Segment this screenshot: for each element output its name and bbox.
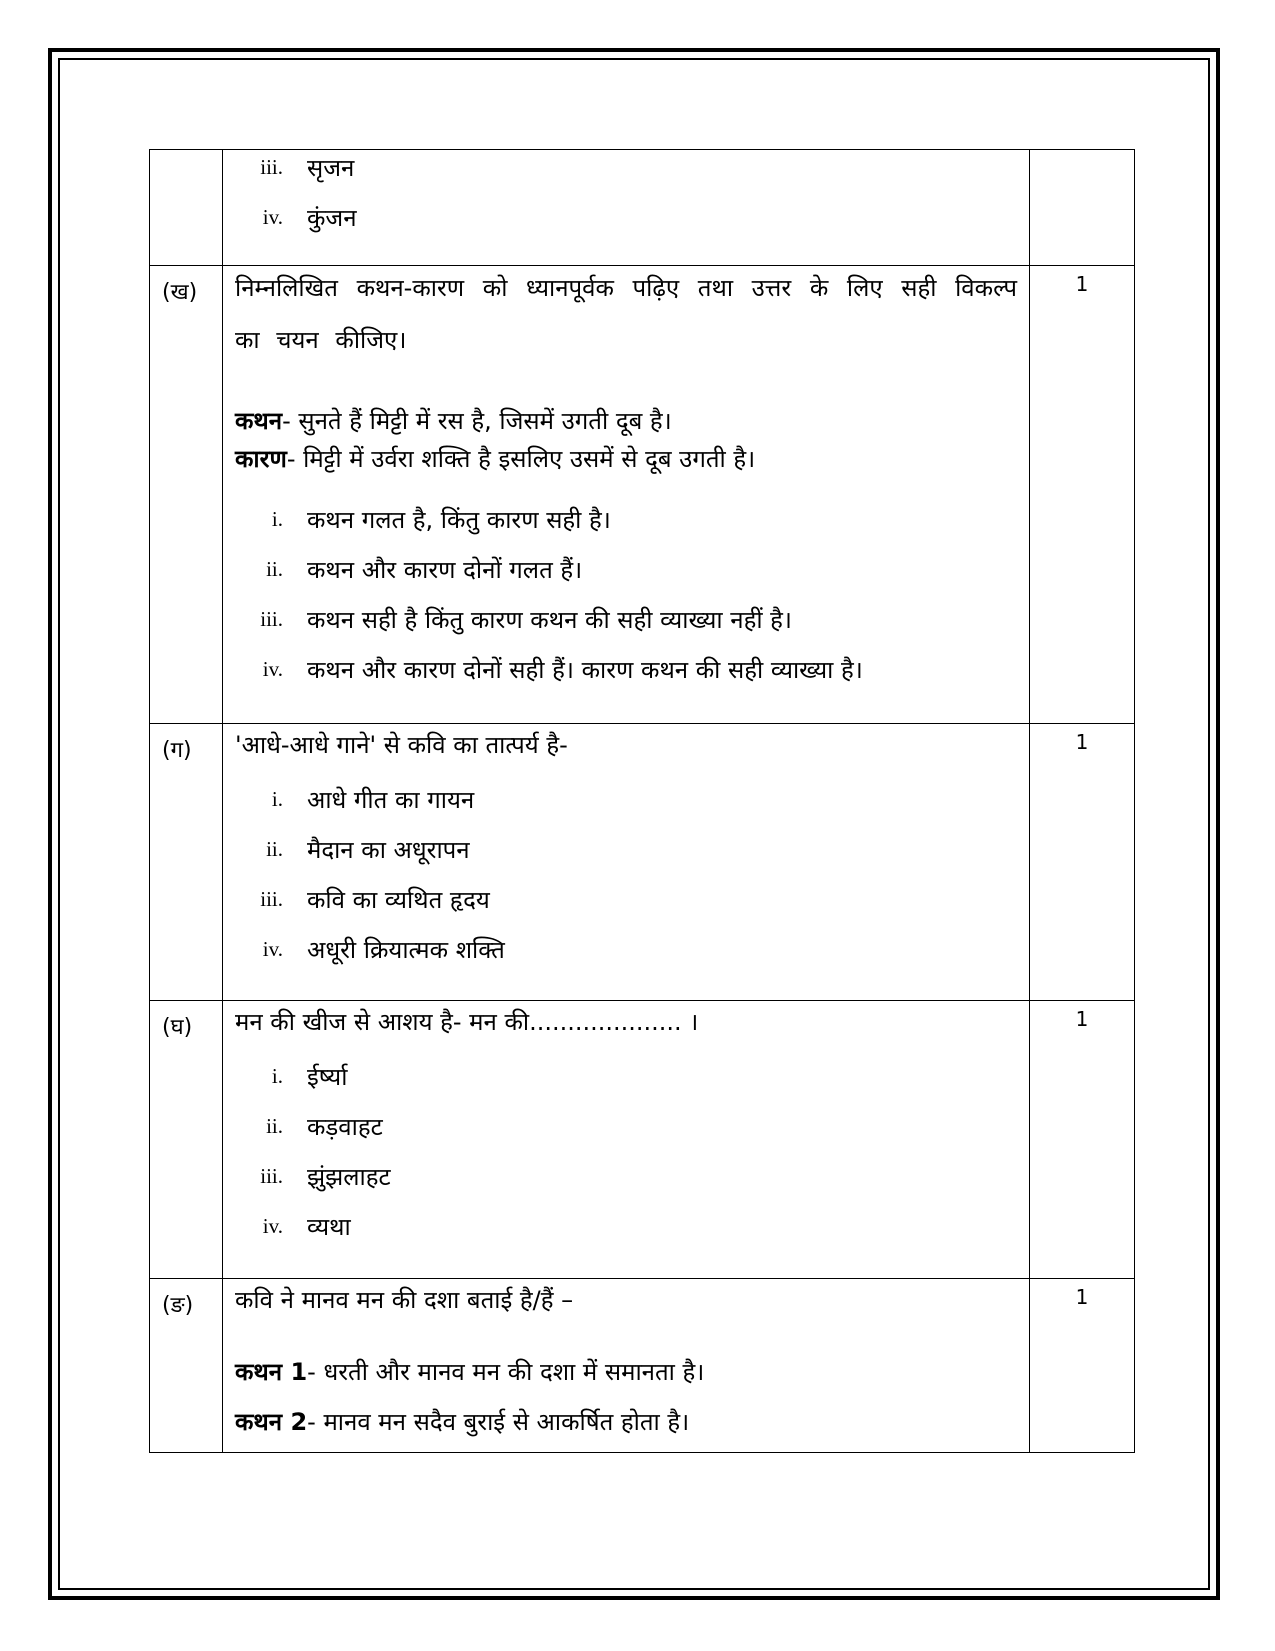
option-label: iv. (262, 936, 283, 961)
option-text: आधे गीत का गायन (307, 785, 475, 814)
option-label: i. (271, 506, 283, 531)
question-text: कवि ने मानव मन की दशा बताई है/हैं – (235, 1286, 574, 1314)
marks-cell: 1 (1030, 1001, 1135, 1279)
option-text: कवि का व्यथित हृदय (307, 885, 490, 914)
table-row (150, 266, 1135, 724)
statement-label: कथन 2 (235, 1408, 308, 1436)
option-label: iv. (262, 656, 283, 681)
question-table (149, 149, 1135, 1453)
option-item (235, 544, 1017, 594)
question-number: (ग) (150, 724, 223, 1001)
table-row (150, 724, 1135, 1001)
option-item (235, 494, 1017, 544)
option-item (235, 594, 1017, 644)
question-body (223, 1001, 1030, 1279)
option-label: ii. (266, 1113, 283, 1138)
table-row (150, 150, 1135, 266)
option-item (235, 774, 1017, 824)
question-text: 'आधे-आधे गाने' से कवि का तात्पर्य है- (235, 731, 568, 759)
question-body (223, 150, 1030, 266)
option-text: मैदान का अधूरापन (307, 835, 470, 864)
marks-cell: 1 (1030, 724, 1135, 1001)
option-label: iii. (260, 886, 283, 911)
option-text: कथन सही है किंतु कारण कथन की सही व्याख्या नहीं है। (307, 605, 793, 634)
option-label: ii. (266, 556, 283, 581)
option-item (235, 192, 1017, 242)
question-text: मन की खीज से आशय है- मन की.................... । (235, 1008, 699, 1036)
option-item (235, 1201, 1017, 1251)
question-number (150, 150, 223, 266)
question-body (223, 266, 1030, 724)
option-text: कथन और कारण दोनों सही हैं। कारण कथन की सही व्याख्या है। (307, 655, 863, 684)
option-text: व्यथा (307, 1212, 351, 1241)
option-text: झुंझलाहट (307, 1162, 391, 1191)
option-label: i. (271, 1063, 283, 1088)
marks-cell: 1 (1030, 1279, 1135, 1453)
option-item (235, 824, 1017, 874)
option-text: कथन और कारण दोनों गलत हैं। (307, 555, 583, 584)
question-text: निम्नलिखित कथन-कारण को ध्यानपूर्वक पढ़िए तथा उत्तर के लिए सही विकल्प का चयन कीजिए। (235, 274, 1017, 354)
option-item (235, 142, 1017, 192)
option-label: iv. (262, 204, 283, 229)
question-body (223, 1279, 1030, 1453)
option-item (235, 644, 1017, 694)
option-item (235, 924, 1017, 974)
option-text: अधूरी क्रियात्मक शक्ति (307, 935, 505, 964)
option-text: कथन गलत है, किंतु कारण सही है। (307, 505, 611, 534)
option-item (235, 874, 1017, 924)
statement-text: - सुनते हैं मिट्टी में रस है, जिसमें उगती दूब है। (282, 407, 672, 435)
option-text: ईर्ष्या (307, 1062, 348, 1091)
statement-label: कथन 1 (235, 1358, 308, 1386)
question-number: (घ) (150, 1001, 223, 1279)
question-number: (ङ) (150, 1279, 223, 1453)
table-row (150, 1279, 1135, 1453)
option-item (235, 1151, 1017, 1201)
marks-cell (1030, 150, 1135, 266)
table-row (150, 1001, 1135, 1279)
option-label: i. (271, 786, 283, 811)
statement-text: - मानव मन सदैव बुराई से आकर्षित होता है। (307, 1408, 690, 1436)
option-item (235, 1101, 1017, 1151)
statement-line (235, 402, 1017, 440)
statement-line (235, 1397, 1017, 1447)
statement-text: - मिट्टी में उर्वरा शक्ति है इसलिए उसमें से दूब उगती है। (286, 445, 756, 473)
option-text: कड़वाहट (307, 1112, 383, 1141)
option-label: iii. (260, 606, 283, 631)
statement-line (235, 440, 1017, 478)
option-label: iii. (260, 1163, 283, 1188)
option-item (235, 1051, 1017, 1101)
question-number: (ख) (150, 266, 223, 724)
statement-line (235, 1347, 1017, 1397)
option-label: iii. (260, 154, 283, 179)
statement-label: कथन (235, 407, 283, 435)
marks-cell: 1 (1030, 266, 1135, 724)
option-label: iv. (262, 1213, 283, 1238)
option-text: सृजन (307, 153, 355, 182)
statement-label: कारण (235, 445, 287, 473)
statement-text: - धरती और मानव मन की दशा में समानता है। (307, 1358, 705, 1386)
option-text: कुंजन (307, 203, 357, 232)
question-body (223, 724, 1030, 1001)
option-label: ii. (266, 836, 283, 861)
